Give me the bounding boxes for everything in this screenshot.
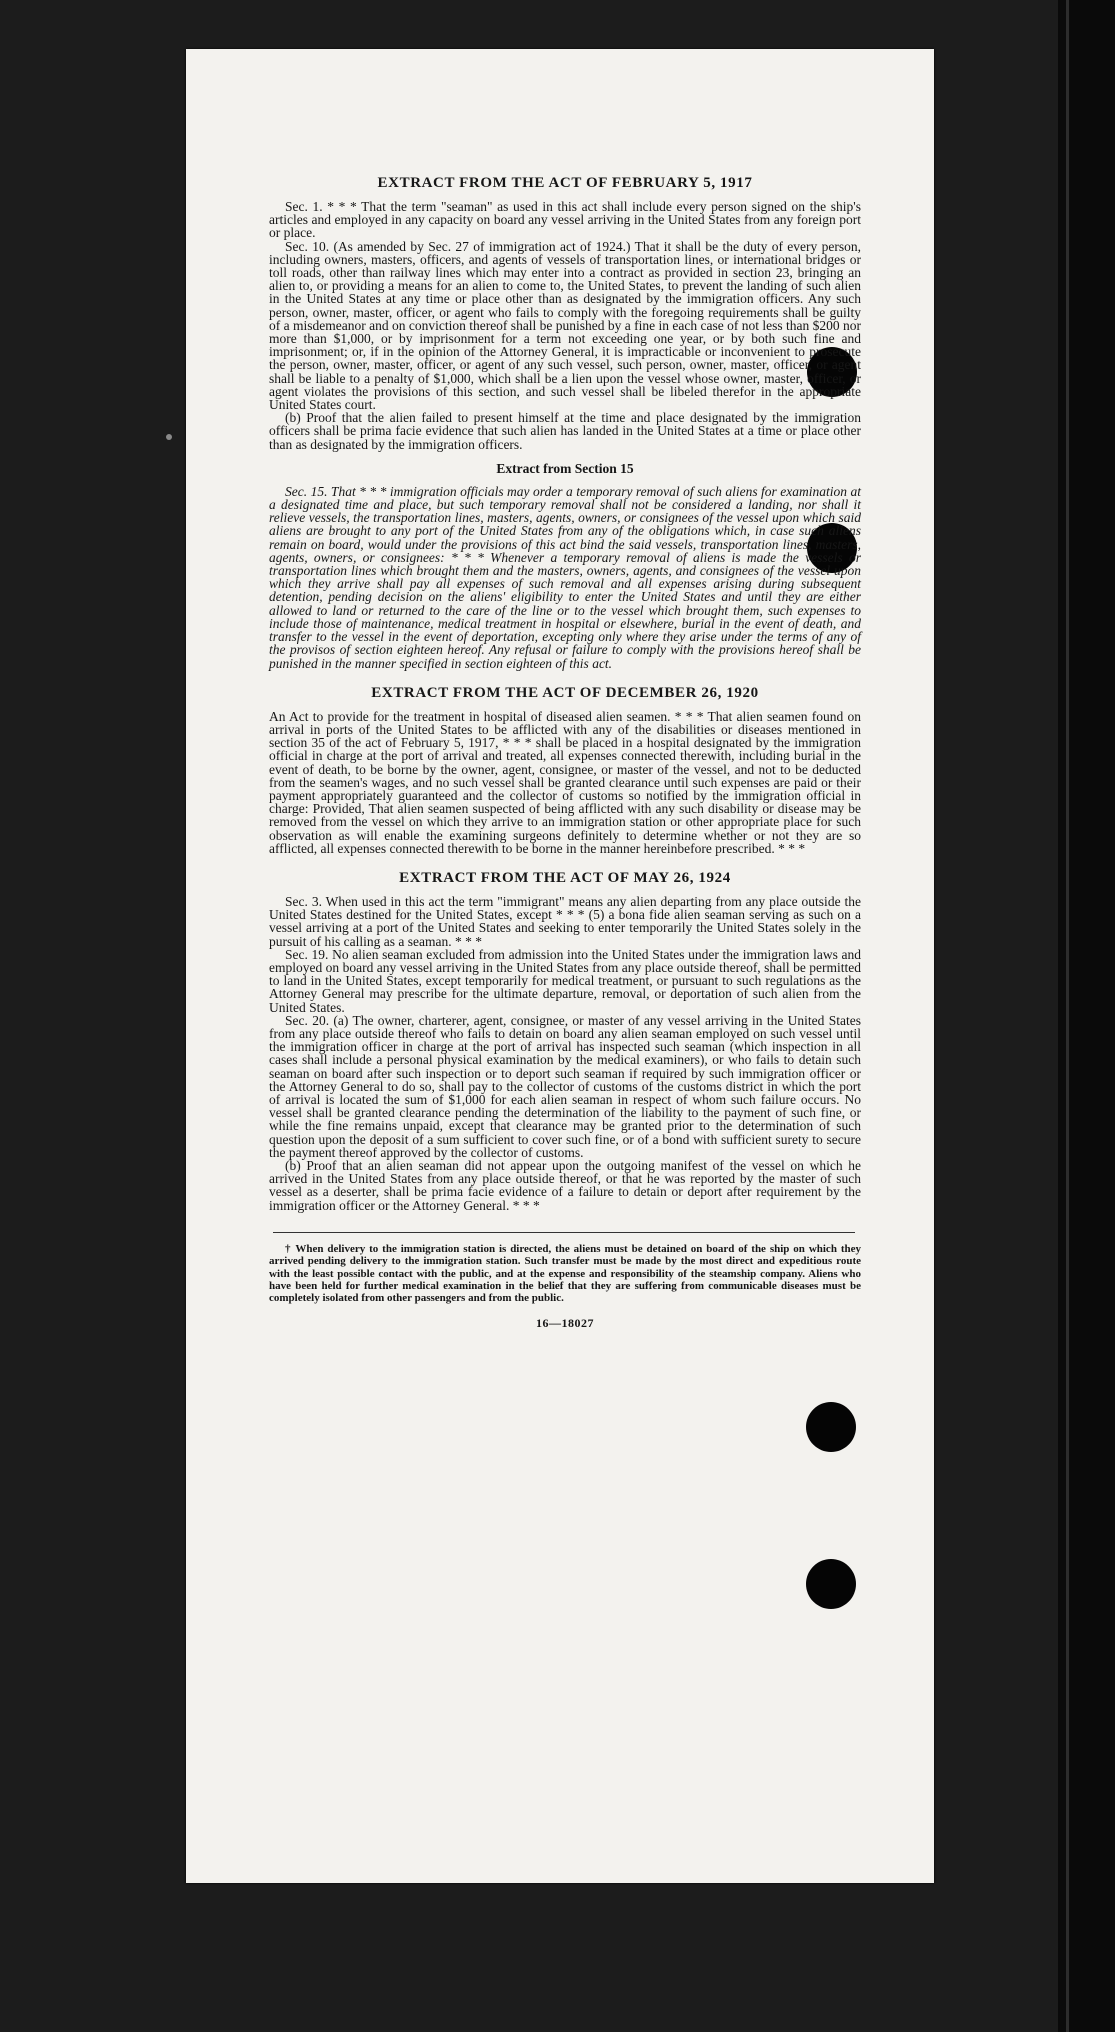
paragraph-sec15: Sec. 15. That * * * immigration officials may order a temporary removal of such aliens for examination at a designated time and place, but such temporary removal shall not be considered a landing, nor shall it relieve vessels, the transportation lines, masters, agents, owners, or consignees of the vessel upon which said aliens are brought to any port of the United States from any of the obligations which, in case such aliens remain on board, would under the provisions of this act bind the said vessels, transportation lines, masters, agents, owners, or consignees: * * * Whenever a temporary removal of aliens is made the vessels or transportation lines which brought them and the masters, owners, agents, and consignees of the vessel upon which they arrive shall pay all expenses of such removal and all expenses arising during subsequent detention, pending decision on the aliens' eligibility to enter the United States and until they are either allowed to land or returned to the care of the line or to the vessel which brought them, such expenses to include those of maintenance, medical treatment in hospital or elsewhere, burial in the event of death, and transfer to the vessel in the event of deportation, excepting only where they arise under the terms of any of the provisos of section eighteen hereof. Any refusal or failure to comply with the provisions hereof shall be punished in the manner specified in section eighteen of this act.: [269, 483, 861, 671]
paragraph-sec1: Sec. 1. * * * That the term "seaman" as used in this act shall include every person signed on the ship's articles and employed in any capacity on board any vessel arriving in the United States from any foreign port or place.: [269, 199, 861, 241]
paragraph-sec19: Sec. 19. No alien seaman excluded from admission into the United States under the immigration laws and employed on board any vessel arriving in the United States from any place outside thereof, shall be permitted to land in the United States, except temporarily for medical treatment, or pursuant to such regulations as the Attorney General may prescribe for the ultimate departure, removal, or deportation of such alien from the United States.: [269, 946, 861, 1015]
heading-act-1917: EXTRACT FROM THE ACT OF FEBRUARY 5, 1917: [377, 175, 753, 191]
footnote-divider: [273, 1232, 855, 1233]
punch-hole: [806, 1402, 856, 1452]
heading-act-1920: EXTRACT FROM THE ACT OF DECEMBER 26, 1920: [371, 684, 759, 701]
document-text: [269, 174, 861, 1330]
film-frame-line: [1066, 0, 1069, 2032]
dust-speck: [166, 434, 172, 440]
paragraph-sec10b: (b) Proof that the alien failed to present himself at the time and place designated by the immigration officers shall be prima facie evidence that such alien has landed in the United States at a time or place other than as designated by the immigration officers.: [269, 410, 861, 452]
section-1924: [269, 869, 861, 1212]
document-number: 16—18027: [536, 1315, 594, 1330]
paragraph-sec10: Sec. 10. (As amended by Sec. 27 of immigration act of 1924.) That it shall be the duty of every person, including owners, masters, officers, and agents of vessels of transportation lines, or international bridges or toll roads, other than railway lines which may enter into a contract as provided in section 23, bringing an alien to, or providing a means for an alien to come to, the United States, to prevent the landing of such alien in the United States at any time or place other than as designated by the immigration officers. Any such person, owner, master, officer, or agent who fails to comply with the foregoing requirements shall be guilty of a misdemeanor and on conviction thereof shall be punished by a fine in each case of not less than $200 nor more than $1,000, or by imprisonment for a term not exceeding one year, or by both such fine and imprisonment; or, if in the opinion of the Attorney General, it is impracticable or inconvenient to prosecute the person, owner, master, officer, or agent of any such vessel, such person, owner, master, officer, or agent shall be liable to a penalty of $1,000, which shall be a lien upon the vessel whose owner, master, officer, or agent violates the provisions of this section, and such vessel shall be libeled therefor in the appropriate United States court.: [269, 238, 861, 413]
paragraph-1920: An Act to provide for the treatment in hospital of diseased alien seamen. * * * That alien seamen found on arrival in ports of the United States to be afflicted with any of the disabilities or diseases mentioned in section 35 of the act of February 5, 1917, * * * shall be placed in a hospital designated by the immigration official in charge at the port of arrival and treated, all expenses connected therewith, including burial in the event of death, to be borne by the owner, agent, consignee, or master of the vessel, and not to be deducted from the seamen's wages, and no such vessel shall be granted clearance until such expenses are paid or their payment appropriately guaranteed and the collector of customs so notified by the immigration official in charge: Provided, That alien seamen suspected of being afflicted with any such disability or disease may be removed from the vessel on which they arrive to an immigration station or other appropriate place for such observation as will enable the examining surgeons definitely to determine whether or not they are so afflicted, all expenses connected therewith to be borne in the manner hereinbefore prescribed. * * *: [269, 708, 861, 856]
section-1920: [269, 684, 861, 855]
section-1917: [269, 174, 861, 670]
subheading-section-15: Extract from Section 15: [496, 460, 634, 476]
paragraph-sec3: Sec. 3. When used in this act the term "immigrant" means any alien departing from any place outside the United States destined for the United States, except * * * (5) a bona fide alien seaman serving as such on a vessel arriving at a port of the United States and seeking to enter temporarily the United States solely in the pursuit of his calling as a seaman. * * *: [269, 893, 861, 949]
punch-hole: [806, 1559, 856, 1609]
paragraph-sec20b: (b) Proof that an alien seaman did not appear upon the outgoing manifest of the vessel on which he arrived in the United States from any place outside thereof, or that he was reported by the master of such vessel as a deserter, shall be prima facie evidence of a failure to detain or deport after requirement by the immigration officer or the Attorney General. * * *: [269, 1158, 861, 1213]
paragraph-sec20: Sec. 20. (a) The owner, charterer, agent, consignee, or master of any vessel arriving in the United States from any place outside thereof who fails to detain on board any alien seaman employed on such vessel until the immigration officer in charge at the port of arrival has inspected such seaman (which inspection in all cases shall include a personal physical examination by the medical examiners), or who fails to detain such seaman on board after such inspection or to deport such seaman if required by such immigration officer or the Attorney General to do so, shall pay to the collector of customs of the customs district in which the port of arrival is located the sum of $1,000 for each alien seaman in respect of whom such failure occurs. No vessel shall be granted clearance pending the determination of the liability to the payment of such fine, or while the fine remains unpaid, except that clearance may be granted prior to the determination of such question upon the deposit of a sum sufficient to cover such fine, or of a bond with sufficient surety to secure the payment thereof approved by the collector of customs.: [269, 1012, 861, 1160]
heading-act-1924: EXTRACT FROM THE ACT OF MAY 26, 1924: [399, 869, 731, 886]
footnote: † When delivery to the immigration station is directed, the aliens must be detained on board of the ship on which they arrived pending delivery to the immigration station. Such transfer must be made by the most direct and expeditious route with the least possible contact with the public, and at the expense and responsibility of the steamship company. Aliens who have been held for further medical examination in the belief that they are suffering from communicable diseases must be completely isolated from other passengers and from the public.: [269, 1242, 861, 1305]
document-page: [186, 49, 934, 1883]
